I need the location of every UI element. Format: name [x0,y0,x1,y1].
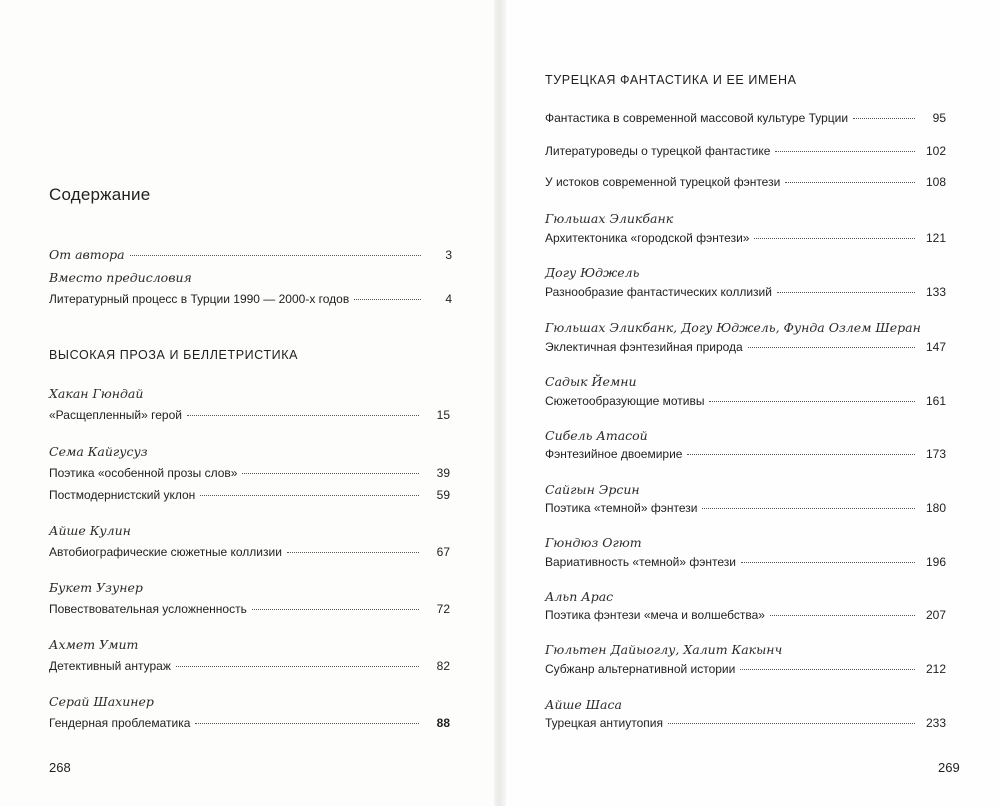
toc-entry [49,659,450,673]
author-name: Альп Арас [545,589,614,604]
toc-entry [545,555,946,569]
author-name: Гюльшах Эликбанк, Догу Юджель, Фунда Озлем Шеран [545,320,921,335]
entry-title: Фантастика в современной массовой культуре Турции [545,111,849,125]
dot-leader [354,299,421,300]
toc-entry [545,501,946,515]
dot-leader [287,552,419,553]
entry-title: Сюжетообразующие мотивы [545,394,705,408]
page-number: 147 [925,340,946,354]
author-name: Гюльшах Эликбанк [545,211,674,226]
toc-entry [545,608,946,622]
toc-entry [545,662,946,676]
dot-leader [748,347,915,348]
page-number: 82 [436,659,450,673]
entry-title: Литературный процесс в Турции 1990 — 2000-х годов [49,292,350,306]
page-number: 133 [925,285,946,299]
page-number: 121 [925,231,946,245]
entry-title: «Расщепленный» герой [49,408,182,422]
entry-title: Поэтика «особенной прозы слов» [49,466,238,480]
entry-title: Поэтика «темной» фэнтези [545,501,698,515]
author-name: Сибель Атасой [545,428,648,443]
dot-leader [770,615,915,616]
author-name: Ахмет Умит [49,637,139,652]
toc-entry [545,340,946,354]
page-folio-right: 269 [938,760,960,775]
page-number: 88 [436,716,450,730]
dot-leader [200,495,419,496]
toc-entry [49,488,450,502]
entry-title: От автора [49,247,125,262]
page-number: 95 [932,111,946,125]
page-number: 4 [445,292,452,306]
entry-title: Литературоведы о турецкой фантастике [545,144,771,158]
toc-entry [545,175,946,189]
dot-leader [853,118,915,119]
author-name: Садык Йемни [545,374,637,389]
page-number: 233 [925,716,946,730]
page-number: 59 [436,488,450,502]
toc-entry [49,247,452,262]
dot-leader [785,182,915,183]
toc-entry [545,144,946,158]
dot-leader [741,562,915,563]
toc-entry [545,447,946,461]
section-heading: ВЫСОКАЯ ПРОЗА И БЕЛЛЕТРИСТИКА [49,348,299,362]
author-name: Сайгын Эрсин [545,482,640,497]
dot-leader [187,415,419,416]
page-number: 67 [436,545,450,559]
entry-title: Повествовательная усложненность [49,602,247,616]
dot-leader [702,508,915,509]
author-name: Серай Шахинер [49,694,154,709]
page-number: 196 [925,555,946,569]
dot-leader [242,473,419,474]
page-number: 72 [436,602,450,616]
author-name: Догу Юджель [545,265,640,280]
entry-title: Детективный антураж [49,659,171,673]
page-folio-left: 268 [49,760,71,775]
toc-entry [49,292,452,306]
entry-title: Эклектичная фэнтезийная природа [545,340,743,354]
dot-leader [176,666,419,667]
page-number: 173 [925,447,946,461]
toc-title: Содержание [49,185,151,204]
section-heading: ТУРЕЦКАЯ ФАНТАСТИКА И ЕЕ ИМЕНА [545,73,797,87]
page-number: 15 [436,408,450,422]
entry-title: Гендерная проблематика [49,716,191,730]
entry-title: Архитектоника «городской фэнтези» [545,231,750,245]
book-gutter [494,0,506,806]
entry-title: Автобиографические сюжетные коллизии [49,545,282,559]
dot-leader [668,723,915,724]
toc-entry [49,466,450,480]
dot-leader [252,609,419,610]
page-number: 102 [925,144,946,158]
page-number: 108 [925,175,946,189]
left-page [0,0,497,806]
dot-leader [709,401,915,402]
dot-leader [777,292,915,293]
dot-leader [130,255,421,256]
entry-title: Вариативность «темной» фэнтези [545,555,736,569]
author-name: Хакан Гюндай [49,386,144,401]
toc-entry [545,111,946,125]
author-name: Гюльтен Дайыоглу, Халит Какынч [545,642,783,657]
toc-entry [545,285,946,299]
entry-title: У истоков современной турецкой фэнтези [545,175,781,189]
entry-title: Турецкая антиутопия [545,716,663,730]
author-name: Букет Узунер [49,580,143,595]
entry-title: Разнообразие фантастических коллизий [545,285,772,299]
dot-leader [687,454,915,455]
dot-leader [754,238,915,239]
author-name: Вместо предисловия [49,270,192,285]
author-name: Айше Шаса [545,697,622,712]
toc-entry [49,545,450,559]
page-number: 39 [436,466,450,480]
entry-title: Фэнтезийное двоемирие [545,447,683,461]
toc-entry [545,394,946,408]
toc-entry [545,231,946,245]
page-number: 180 [925,501,946,515]
author-name: Сема Кайгусуз [49,444,148,459]
dot-leader [775,151,915,152]
entry-title: Поэтика фэнтези «меча и волшебства» [545,608,765,622]
toc-entry [545,716,946,730]
page-number: 3 [445,248,452,262]
toc-entry [49,408,450,422]
dot-leader [740,669,915,670]
entry-title: Субжанр альтернативной истории [545,662,736,676]
toc-entry [49,716,450,730]
toc-entry [49,602,450,616]
entry-title: Постмодернистский уклон [49,488,196,502]
author-name: Айше Кулин [49,523,131,538]
author-name: Гюндюз Огют [545,535,642,550]
page-number: 207 [925,608,946,622]
page-number: 161 [925,394,946,408]
dot-leader [195,723,419,724]
page-number: 212 [925,662,946,676]
